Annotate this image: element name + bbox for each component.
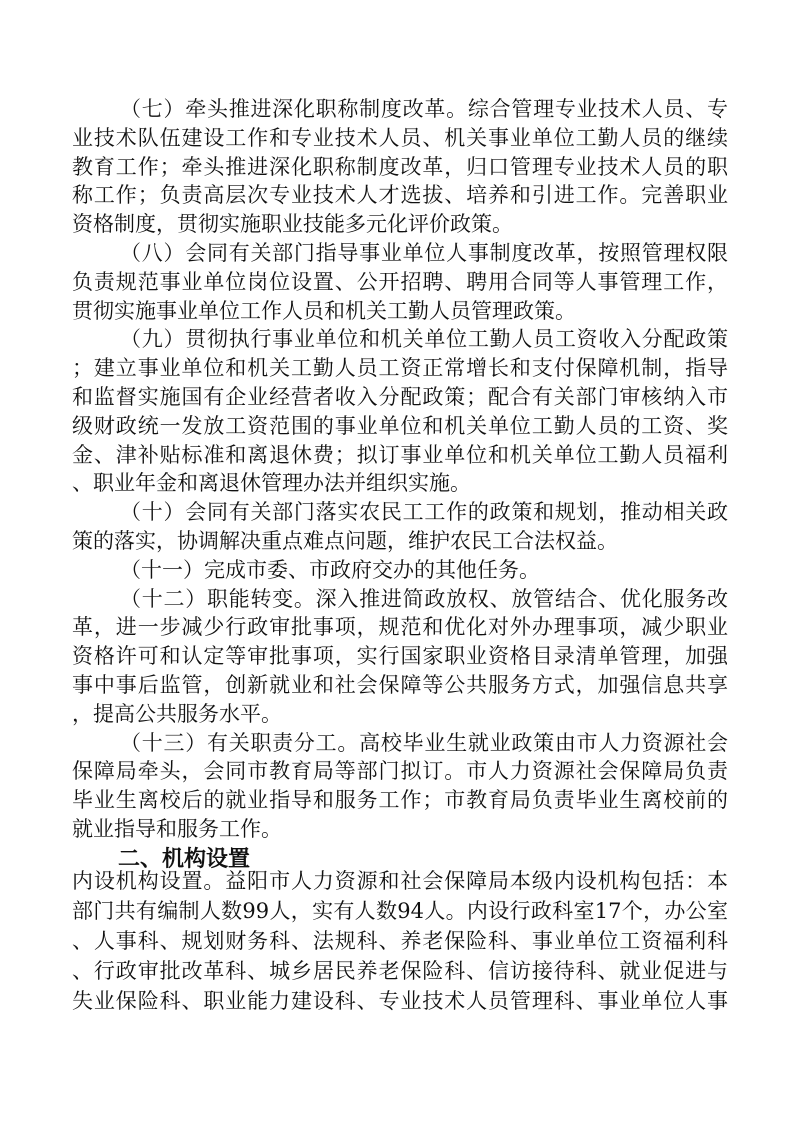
- section-paragraph-line: 、人事科、规划财务科、法规科、养老保险科、事业单位工资福利科: [72, 929, 728, 953]
- paragraph-line: 贯彻实施事业单位工作人员和机关工勤人员管理政策。: [72, 298, 576, 323]
- paragraph-line: 资格制度，贯彻实施职业技能多元化评价政策。: [72, 212, 513, 237]
- paragraph-line: 就业指导和服务工作。: [72, 817, 282, 841]
- paragraph-line: 教育工作；牵头推进深化职称制度改革，归口管理专业技术人员的职: [72, 154, 728, 179]
- section-paragraph-line: 失业保险科、职业能力建设科、专业技术人员管理科、事业单位人事: [72, 989, 728, 1013]
- paragraph-line: 金、津补贴标准和离退休费；拟订事业单位和机关单位工勤人员福利: [72, 442, 728, 467]
- paragraph-line: 毕业生离校后的就业指导和服务工作；市教育局负责毕业生离校前的: [72, 788, 728, 813]
- paragraph-line: 策的落实，协调解决重点难点问题，维护农民工合法权益。: [72, 529, 618, 553]
- paragraph-line: 保障局牵头，会同市教育局等部门拟订。市人力资源社会保障局负责: [72, 759, 728, 784]
- paragraph-line: 称工作；负责高层次专业技术人才选拔、培养和引进工作。完善职业: [72, 183, 728, 208]
- paragraph-line: （八）会同有关部门指导事业单位人事制度改革，按照管理权限: [120, 241, 728, 265]
- paragraph-line: （十二）职能转变。深入推进简政放权、放管结合、优化服务改: [120, 586, 728, 611]
- section-paragraph-line: 部门共有编制人数99人，实有人数94人。内设行政科室17个，办公室: [72, 899, 728, 923]
- paragraph-line: （十一）完成市委、市政府交办的其他任务。: [120, 557, 540, 582]
- paragraph-line: 级财政统一发放工资范围的事业单位和机关单位工勤人员的工资、奖: [72, 413, 728, 438]
- paragraph-line: （十三）有关职责分工。高校毕业生就业政策由市人力资源社会: [120, 730, 728, 755]
- paragraph-line: 事中事后监管，创新就业和社会保障等公共服务方式，加强信息共享: [72, 673, 728, 697]
- paragraph-line: ，提高公共服务水平。: [72, 701, 282, 726]
- section-paragraph-line: 、行政审批改革科、城乡居民养老保险科、信访接待科、就业促进与: [72, 959, 728, 983]
- paragraph-line: 资格许可和认定等审批事项，实行国家职业资格目录清单管理，加强: [72, 644, 728, 669]
- paragraph-line: 和监督实施国有企业经营者收入分配政策；配合有关部门审核纳入市: [72, 385, 728, 409]
- paragraph-line: ；建立事业单位和机关工勤人员工资正常增长和支付保障机制，指导: [72, 356, 728, 381]
- paragraph-line: 业技术队伍建设工作和专业技术人员、机关事业单位工勤人员的继续: [72, 125, 728, 150]
- section-paragraph-line: 内设机构设置。益阳市人力资源和社会保障局本级内设机构包括：本: [72, 869, 728, 893]
- paragraph-line: 革，进一步减少行政审批事项，规范和优化对外办理事项，减少职业: [72, 615, 728, 640]
- paragraph-line: （九）贯彻执行事业单位和机关单位工勤人员工资收入分配政策: [120, 327, 728, 352]
- paragraph-line: 、职业年金和离退休管理办法并组织实施。: [72, 471, 471, 496]
- paragraph-line: （七）牵头推进深化职称制度改革。综合管理专业技术人员、专: [120, 97, 728, 121]
- paragraph-line: （十）会同有关部门落实农民工工作的政策和规划，推动相关政: [120, 500, 728, 525]
- paragraph-line: 负责规范事业单位岗位设置、公开招聘、聘用合同等人事管理工作，: [72, 269, 728, 294]
- section-heading: 二、机构设置: [118, 846, 251, 872]
